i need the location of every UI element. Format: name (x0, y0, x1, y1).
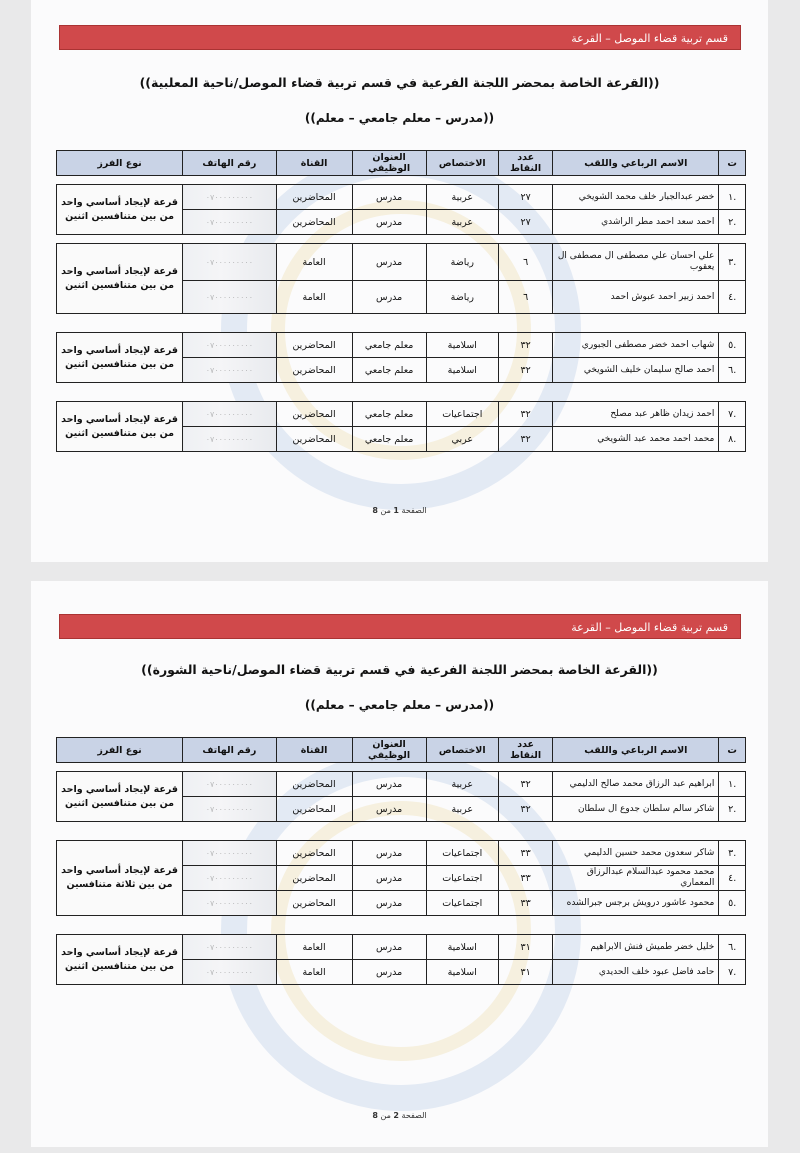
points-cell: ٣٢ (498, 772, 552, 797)
table-row (57, 935, 746, 960)
channel-cell: المحاضرين (276, 797, 352, 822)
points-cell: ٣١ (498, 935, 552, 960)
phone-cell: ٠٧٠٠٠٠٠٠٠٠٠ (183, 841, 276, 866)
name-cell: محمد محمود عبدالسلام عبدالرزاق المعماري (553, 866, 719, 891)
name-cell: شاكر سالم سلطان جدوع ال سلطان (553, 797, 719, 822)
job-title-cell: معلم جامعي (352, 427, 426, 452)
page-subtitle: ((مدرس – معلم جامعي – معلم)) (304, 111, 495, 125)
row-number: .٦ (719, 935, 746, 960)
phone-cell: ٠٧٠٠٠٠٠٠٠٠٠ (183, 891, 276, 916)
specialty-cell: عربية (426, 185, 498, 210)
footer-label: الصفحة (401, 1111, 427, 1120)
col-header: القناة (276, 738, 352, 763)
job-title-cell: مدرس (352, 841, 426, 866)
job-title-cell: مدرس (352, 935, 426, 960)
points-cell: ٣٣ (498, 841, 552, 866)
name-cell: احمد صالح سليمان خليف الشويخي (553, 358, 719, 383)
col-header: رقم الهاتف (183, 151, 276, 176)
job-title-cell: معلم جامعي (352, 402, 426, 427)
row-number: .٣ (719, 841, 746, 866)
job-title-cell: مدرس (352, 281, 426, 314)
name-cell: خليل خضر طميش فنش الابراهيم (553, 935, 719, 960)
draw-type-cell: قرعة لإيجاد أساسي واحد من بين متنافسين اثنين (57, 935, 183, 985)
page-footer (31, 506, 768, 515)
channel-cell: العامة (276, 244, 352, 281)
channel-cell: المحاضرين (276, 185, 352, 210)
table-header-row (57, 151, 746, 176)
table-header-row (57, 738, 746, 763)
col-header: العنوان الوظيفي (352, 738, 426, 763)
row-number: .٢ (719, 210, 746, 235)
phone-cell: ٠٧٠٠٠٠٠٠٠٠٠ (183, 333, 276, 358)
specialty-cell: اسلامية (426, 935, 498, 960)
specialty-cell: اسلامية (426, 960, 498, 985)
row-number: .٢ (719, 797, 746, 822)
phone-cell: ٠٧٠٠٠٠٠٠٠٠٠ (183, 427, 276, 452)
footer-label: الصفحة (401, 506, 427, 515)
channel-cell: المحاضرين (276, 333, 352, 358)
phone-cell: ٠٧٠٠٠٠٠٠٠٠٠ (183, 358, 276, 383)
phone-cell: ٠٧٠٠٠٠٠٠٠٠٠ (183, 935, 276, 960)
points-cell: ٣٣ (498, 891, 552, 916)
draw-type-cell: قرعة لإيجاد أساسي واحد من بين متنافسين اثنين (57, 402, 183, 452)
name-cell: شهاب احمد خضر مصطفى الجبوري (553, 333, 719, 358)
page-title: ((القرعة الخاصة بمحضر اللجنة الفرعية في قسم تربية قضاء الموصل/ناحية الشورة)) (141, 662, 658, 677)
footer-of: من (380, 506, 391, 515)
specialty-cell: عربية (426, 210, 498, 235)
specialty-cell: اجتماعيات (426, 402, 498, 427)
row-number: .٥ (719, 891, 746, 916)
draw-table (56, 150, 746, 452)
phone-cell: ٠٧٠٠٠٠٠٠٠٠٠ (183, 772, 276, 797)
page-number: 2 (393, 1111, 399, 1120)
col-header: نوع الفرز (57, 151, 183, 176)
table-row (57, 841, 746, 866)
channel-cell: المحاضرين (276, 402, 352, 427)
phone-cell: ٠٧٠٠٠٠٠٠٠٠٠ (183, 185, 276, 210)
col-header: عدد النقاط (498, 151, 552, 176)
col-header: عدد النقاط (498, 738, 552, 763)
phone-cell: ٠٧٠٠٠٠٠٠٠٠٠ (183, 866, 276, 891)
name-cell: محمد احمد محمد عبد الشويخي (553, 427, 719, 452)
table-row (57, 244, 746, 281)
page-total: 8 (372, 506, 378, 515)
draw-table (56, 737, 746, 985)
specialty-cell: اسلامية (426, 333, 498, 358)
name-cell: ابراهيم عبد الرزاق محمد صالح الدليمي (553, 772, 719, 797)
page-footer (31, 1111, 768, 1120)
specialty-cell: اجتماعيات (426, 891, 498, 916)
points-cell: ٦ (498, 281, 552, 314)
page-subtitle: ((مدرس – معلم جامعي – معلم)) (304, 698, 495, 712)
page-header-bar: قسم تربية قضاء الموصل – القرعة (59, 25, 741, 50)
draw-type-cell: قرعة لإيجاد أساسي واحد من بين متنافسين اثنين (57, 333, 183, 383)
table-row (57, 333, 746, 358)
row-number: .٥ (719, 333, 746, 358)
table-row (57, 772, 746, 797)
job-title-cell: مدرس (352, 772, 426, 797)
channel-cell: العامة (276, 281, 352, 314)
channel-cell: المحاضرين (276, 841, 352, 866)
draw-type-cell: قرعة لإيجاد أساسي واحد من بين متنافسين اثنين (57, 772, 183, 822)
points-cell: ٣٢ (498, 402, 552, 427)
row-number: .٤ (719, 281, 746, 314)
name-cell: احمد سعد احمد مطر الراشدي (553, 210, 719, 235)
job-title-cell: مدرس (352, 210, 426, 235)
job-title-cell: معلم جامعي (352, 358, 426, 383)
points-cell: ٣٢ (498, 358, 552, 383)
col-header: ت (719, 738, 746, 763)
channel-cell: المحاضرين (276, 210, 352, 235)
table-row (57, 185, 746, 210)
col-header: القناة (276, 151, 352, 176)
name-cell: علي احسان علي مصطفى ال مصطفى ال يعقوب (553, 244, 719, 281)
job-title-cell: مدرس (352, 244, 426, 281)
table-row (57, 402, 746, 427)
name-cell: خضر عبدالجبار خلف محمد الشويخي (553, 185, 719, 210)
job-title-cell: مدرس (352, 797, 426, 822)
specialty-cell: عربية (426, 797, 498, 822)
page-number: 1 (393, 506, 399, 515)
job-title-cell: معلم جامعي (352, 333, 426, 358)
phone-cell: ٠٧٠٠٠٠٠٠٠٠٠ (183, 244, 276, 281)
row-number: .٨ (719, 427, 746, 452)
phone-cell: ٠٧٠٠٠٠٠٠٠٠٠ (183, 281, 276, 314)
col-header: نوع الفرز (57, 738, 183, 763)
specialty-cell: عربية (426, 772, 498, 797)
job-title-cell: مدرس (352, 960, 426, 985)
channel-cell: المحاضرين (276, 427, 352, 452)
points-cell: ٢٧ (498, 185, 552, 210)
row-number: .١ (719, 772, 746, 797)
row-number: .٣ (719, 244, 746, 281)
channel-cell: المحاضرين (276, 891, 352, 916)
points-cell: ٣١ (498, 960, 552, 985)
name-cell: احمد زبير احمد عبوش احمد (553, 281, 719, 314)
phone-cell: ٠٧٠٠٠٠٠٠٠٠٠ (183, 960, 276, 985)
phone-cell: ٠٧٠٠٠٠٠٠٠٠٠ (183, 210, 276, 235)
col-header: الاسم الرباعي واللقب (553, 151, 719, 176)
col-header: ت (719, 151, 746, 176)
page-header-bar: قسم تربية قضاء الموصل – القرعة (59, 614, 741, 639)
row-number: .١ (719, 185, 746, 210)
points-cell: ٣٢ (498, 427, 552, 452)
specialty-cell: رياضة (426, 244, 498, 281)
channel-cell: المحاضرين (276, 358, 352, 383)
name-cell: محمود عاشور درويش برجس جبرالشده (553, 891, 719, 916)
phone-cell: ٠٧٠٠٠٠٠٠٠٠٠ (183, 797, 276, 822)
col-header: الاختصاص (426, 151, 498, 176)
col-header: رقم الهاتف (183, 738, 276, 763)
specialty-cell: عربي (426, 427, 498, 452)
page-total: 8 (372, 1111, 378, 1120)
job-title-cell: مدرس (352, 185, 426, 210)
row-number: .٧ (719, 960, 746, 985)
phone-cell: ٠٧٠٠٠٠٠٠٠٠٠ (183, 402, 276, 427)
draw-type-cell: قرعة لإيجاد أساسي واحد من بين متنافسين اثنين (57, 185, 183, 235)
page-title: ((القرعة الخاصة بمحضر اللجنة الفرعية في قسم تربية قضاء الموصل/ناحية المعلبية)) (139, 75, 660, 90)
document-page-2 (31, 581, 768, 1147)
specialty-cell: اجتماعيات (426, 866, 498, 891)
points-cell: ٣٣ (498, 866, 552, 891)
job-title-cell: مدرس (352, 866, 426, 891)
name-cell: شاكر سعدون محمد حسين الدليمي (553, 841, 719, 866)
points-cell: ٣٢ (498, 797, 552, 822)
points-cell: ٣٢ (498, 333, 552, 358)
draw-type-cell: قرعة لإيجاد أساسي واحد من بين متنافسين اثنين (57, 244, 183, 314)
row-number: .٦ (719, 358, 746, 383)
row-number: .٤ (719, 866, 746, 891)
col-header: الاختصاص (426, 738, 498, 763)
row-number: .٧ (719, 402, 746, 427)
channel-cell: المحاضرين (276, 866, 352, 891)
channel-cell: العامة (276, 935, 352, 960)
col-header: العنوان الوظيفي (352, 151, 426, 176)
specialty-cell: اسلامية (426, 358, 498, 383)
points-cell: ٢٧ (498, 210, 552, 235)
name-cell: احمد زيدان ظاهر عبد مصلح (553, 402, 719, 427)
name-cell: حامد فاضل عبود خلف الحديدي (553, 960, 719, 985)
job-title-cell: مدرس (352, 891, 426, 916)
specialty-cell: رياضة (426, 281, 498, 314)
points-cell: ٦ (498, 244, 552, 281)
channel-cell: المحاضرين (276, 772, 352, 797)
footer-of: من (380, 1111, 391, 1120)
document-page-1 (31, 0, 768, 562)
channel-cell: العامة (276, 960, 352, 985)
draw-type-cell: قرعة لإيجاد أساسي واحد من بين ثلاثة متنافسين (57, 841, 183, 916)
col-header: الاسم الرباعي واللقب (553, 738, 719, 763)
specialty-cell: اجتماعيات (426, 841, 498, 866)
